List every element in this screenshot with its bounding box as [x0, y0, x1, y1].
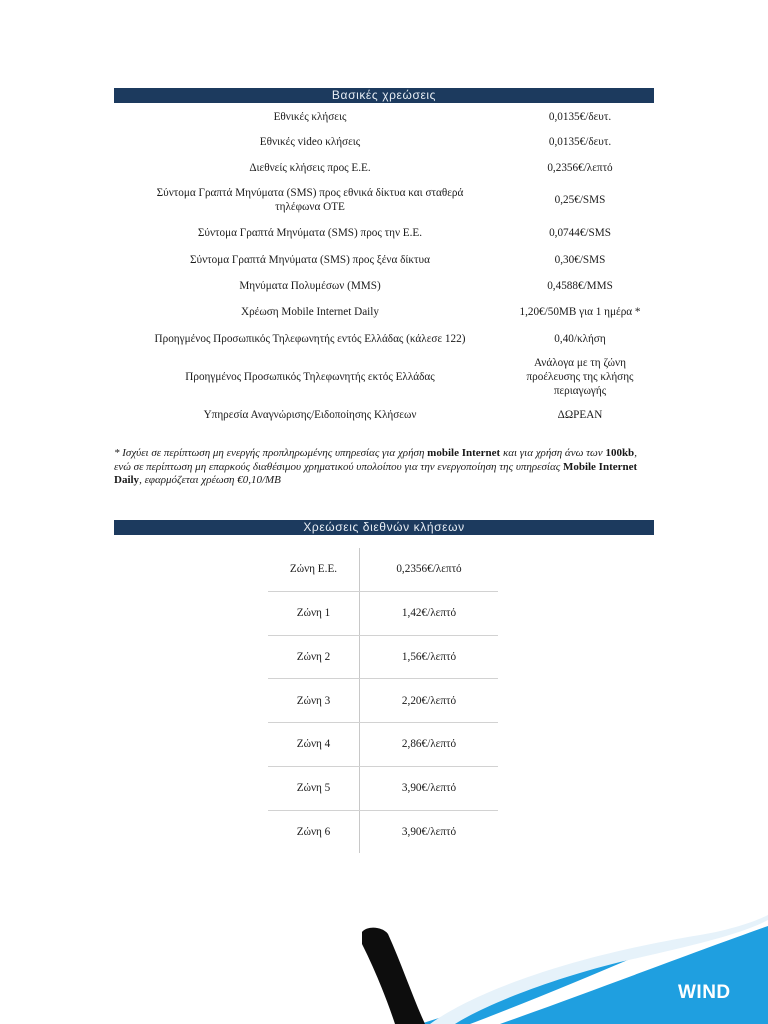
zone-name: Ζώνη 1 — [268, 592, 360, 635]
row-label: Χρέωση Mobile Internet Daily — [241, 305, 379, 318]
footnote-text: και για χρήση άνω των — [500, 447, 606, 459]
row-value: 0,2356€/λεπτό — [547, 161, 613, 174]
table-row — [114, 154, 654, 181]
table-row — [114, 325, 654, 352]
row-value: ΔΩΡΕΑΝ — [557, 409, 603, 421]
table-row — [114, 219, 654, 246]
table-row — [114, 352, 654, 402]
wind-swoosh-graphic — [0, 880, 768, 1024]
row-value: Ανάλογα με τη ζώνη προέλευσης της κλήσης περιαγωγής — [526, 357, 634, 397]
row-label: Εθνικές κλήσεις — [273, 110, 347, 123]
row-label: Προηγμένος Προσωπικός Τηλεφωνητής εντός Ελλάδας (κάλεσε 122) — [154, 332, 466, 345]
intl-charges-header — [114, 520, 654, 535]
zone-name: Ζώνη 4 — [268, 723, 360, 766]
zone-name: Ζώνη 3 — [268, 679, 360, 722]
row-value: 0,30€/SMS — [554, 253, 606, 266]
row-label: Σύντομα Γραπτά Μηνύματα (SMS) προς την Ε.Ε. — [197, 226, 423, 239]
footnote — [114, 447, 654, 488]
wind-logo-text: WIND — [678, 982, 731, 1003]
swoosh-dark-stroke — [362, 928, 425, 1024]
zone-name: Ζώνη 6 — [268, 811, 360, 854]
wind-logo — [678, 982, 731, 1004]
row-label: Εθνικές video κλήσεις — [259, 135, 361, 148]
footnote-text: , εφαρμόζεται χρέωση €0,10/MB — [139, 474, 281, 486]
zone-rate: 3,90€/λεπτό — [401, 825, 457, 838]
zone-rate: 1,42€/λεπτό — [401, 607, 457, 620]
row-value: 0,40/κλήση — [554, 332, 606, 345]
row-label: Σύντομα Γραπτά Μηνύματα (SMS) προς ξένα δίκτυα — [190, 253, 430, 266]
footnote-text: * Ισχύει σε περίπτωση μη ενεργής προπληρωμένης υπηρεσίας για χρήση — [114, 447, 428, 459]
zone-rate: 3,90€/λεπτό — [401, 782, 457, 795]
row-value: 0,25€/SMS — [554, 194, 606, 206]
zone-name: Ζώνη 2 — [268, 636, 360, 679]
zone-name: Ζώνη Ε.Ε. — [268, 548, 360, 591]
table-row — [114, 298, 654, 325]
row-label: Διεθνείς κλήσεις προς Ε.Ε. — [249, 161, 371, 174]
zone-rate: 2,20€/λεπτό — [401, 694, 457, 707]
intl-zones-table — [268, 548, 498, 853]
table-row — [114, 104, 654, 129]
row-label: Σύντομα Γραπτά Μηνύματα (SMS) προς εθνικά δίκτυα και σταθερά τηλέφωνα ΟΤΕ — [156, 187, 464, 213]
table-row — [268, 722, 498, 766]
table-row — [268, 635, 498, 679]
zone-name: Ζώνη 5 — [268, 767, 360, 810]
table-row — [114, 402, 654, 428]
table-row — [114, 246, 654, 273]
table-row — [268, 591, 498, 635]
table-row — [268, 548, 498, 591]
row-value: 0,4588€/MMS — [547, 279, 613, 292]
intl-charges-title: Χρεώσεις διεθνών κλήσεων — [303, 520, 465, 534]
table-row — [268, 766, 498, 810]
footnote-text: , ενώ σε περίπτωση μη επαρκούς διαθέσιμου χρηματικού υπολοίπου για την ενεργοποίηση της υπηρεσίας — [114, 447, 637, 473]
zone-rate: 0,2356€/λεπτό — [396, 563, 462, 576]
row-value: 0,0744€/SMS — [549, 226, 611, 239]
zone-rate: 1,56€/λεπτό — [401, 650, 457, 663]
table-row — [114, 273, 654, 298]
row-label: Μηνύματα Πολυμέσων (MMS) — [239, 279, 381, 292]
table-row — [268, 810, 498, 854]
table-row — [114, 129, 654, 154]
basic-charges-header — [114, 88, 654, 103]
row-label: Υπηρεσία Αναγνώρισης/Ειδοποίησης Κλήσεων — [203, 409, 417, 421]
row-value: 0,0135€/δευτ. — [548, 110, 612, 123]
row-label: Προηγμένος Προσωπικός Τηλεφωνητής εκτός Ελλάδας — [185, 371, 435, 383]
footnote-kb: 100kb — [605, 447, 635, 459]
table-row — [268, 678, 498, 722]
footnote-service: Mobile Internet Daily — [114, 460, 638, 486]
footnote-mobile-internet: mobile Internet — [427, 447, 501, 459]
basic-charges-title: Βασικές χρεώσεις — [331, 88, 437, 102]
row-value: 0,0135€/δευτ. — [548, 135, 612, 148]
row-value: 1,20€/50MB για 1 ημέρα * — [519, 305, 641, 318]
table-row — [114, 181, 654, 219]
basic-charges-table — [114, 104, 654, 428]
zone-rate: 2,86€/λεπτό — [401, 738, 457, 751]
